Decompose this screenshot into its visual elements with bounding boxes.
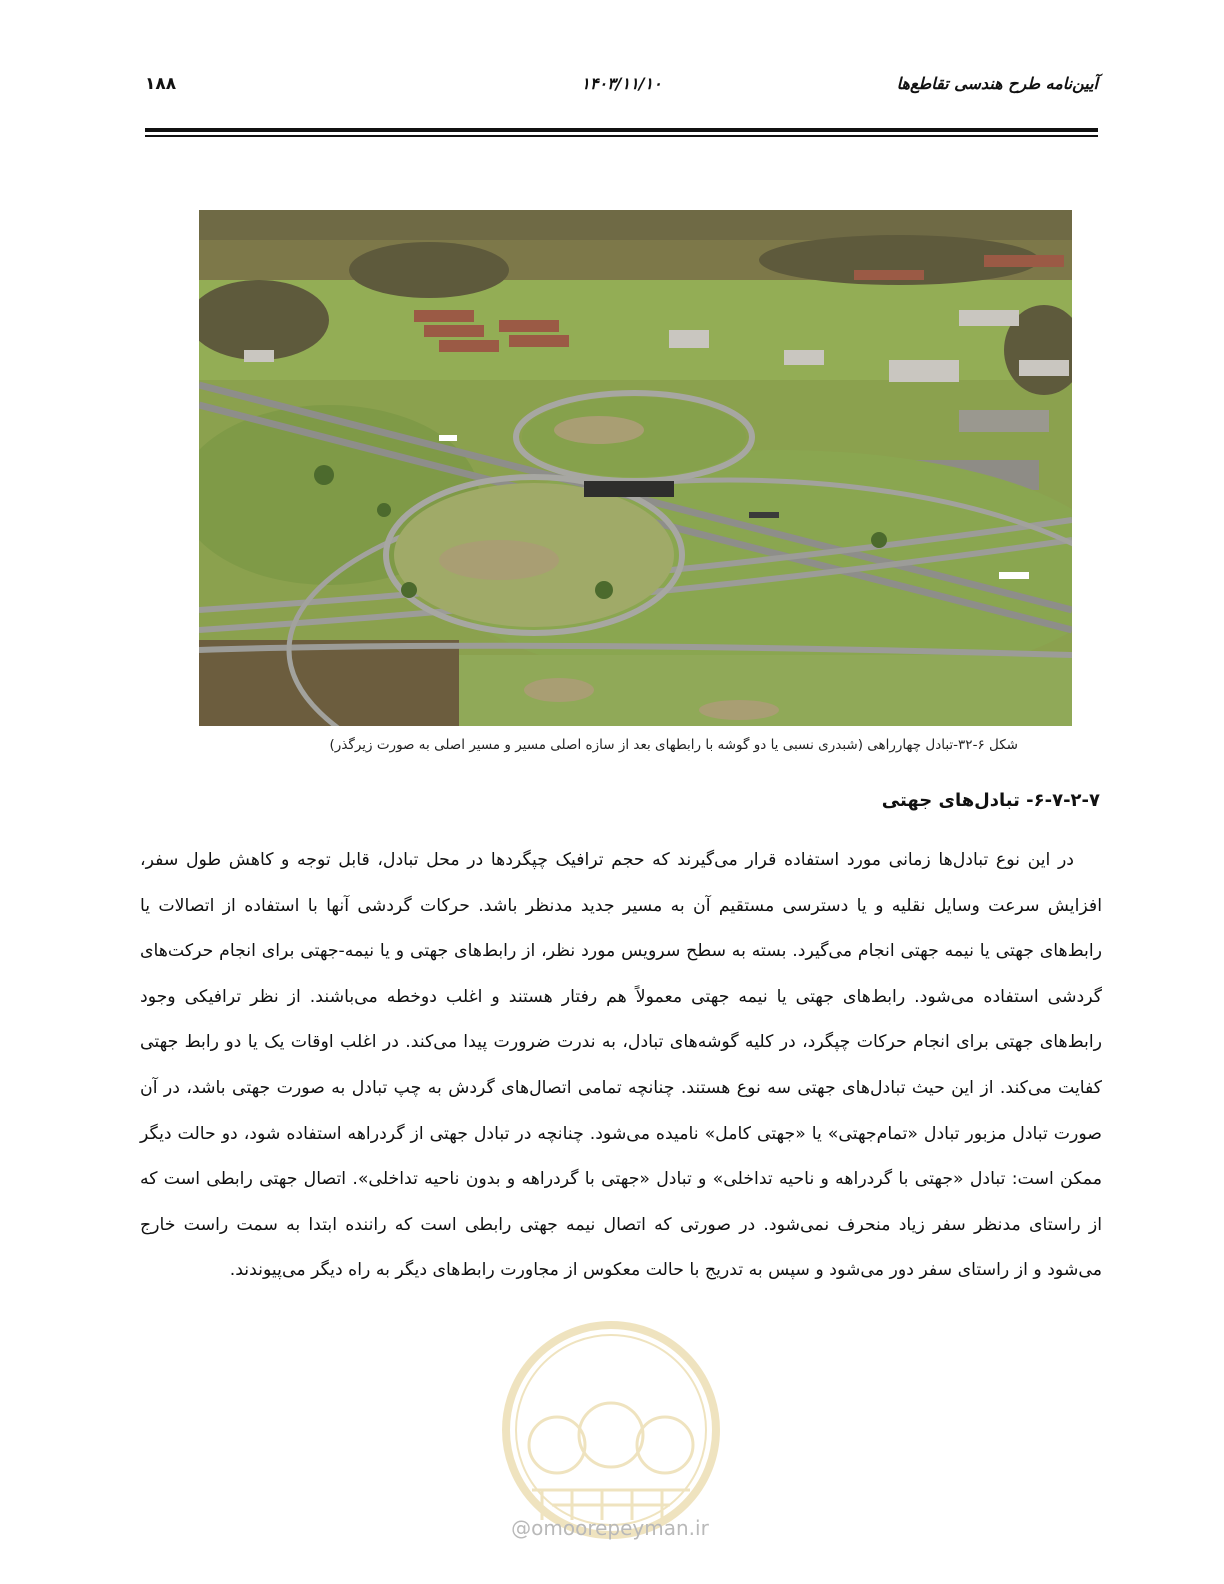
header-rule-thin (145, 135, 1098, 137)
watermark-url: @omoorepeyman.ir (511, 1516, 709, 1540)
header-date: ۱۴۰۳/۱۱/۱۰ (581, 74, 662, 93)
interchange-aerial-photo (199, 210, 1072, 726)
figure-caption: شکل ۶-۳۲-تبادل چهارراهی (شبدری نسبی یا دو گوشه با رابطهای بعد از سازه اصلی مسیر و مسیر اصلی به صورت زیرگذر) (329, 737, 1018, 753)
page-number: ۱۸۸ (145, 74, 177, 94)
section-title: ۶-۷-۲-۷- تبادل‌های جهتی (881, 790, 1100, 811)
page-header (145, 70, 1098, 106)
header-rule-thick (145, 128, 1098, 132)
body-paragraph: در این نوع تبادل‌ها زمانی مورد استفاده قرار می‌گیرند که حجم ترافیک چپگردها در محل تبادل، قابل توجه و کاهش طول سفر، افزایش سرعت وسایل نقلیه و یا دسترسی مستقیم آن به مسیر جدید مدنظر باشد. حرکات گردشی آنها با استفاده از اتصالات یا رابط‌های جهتی یا نیمه جهتی انجام می‌گیرد. بسته به سطح سرویس مورد نظر، از رابط‌های جهتی و یا نیمه-جهتی برای انجام حرکت‌های گردشی استفاده می‌شود. رابط‌های جهتی یا نیمه جهتی معمولاً هم رفتار هستند و اغلب دوخطه می‌باشند. از نظر ترافیکی وجود رابط‌های جهتی برای انجام حرکات چپگرد، در کلیه گوشه‌های تبادل، به ندرت ضرورت پیدا می‌کند. در اغلب اوقات یک یا دو رابط جهتی کفایت می‌کند. از این حیث تبادل‌های جهتی سه نوع هستند. چنانچه تمامی اتصال‌های گردش به چپ تبادل به صورت جهتی باشد، در آن صورت تبادل مزبور تبادل «تمام‌جهتی» یا «جهتی کامل» نامیده می‌شود. چنانچه در تبادل جهتی از گردراهه استفاده شود، دو حالت دیگر ممکن است: تبادل «جهتی با گردراهه و ناحیه تداخلی» و تبادل «جهتی با گردراهه و بدون ناحیه تداخلی». اتصال جهتی رابطی است که از راستای مدنظر سفر زیاد منحرف نمی‌شود. در صورتی که اتصال نیمه جهتی رابطی است که راننده ابتدا به سمت راست خارج می‌شود و از راستای سفر دور می‌شود و سپس به تدریج با حالت معکوس از مجاورت رابط‌های دیگر به راه دیگر می‌پیوندند. (140, 850, 1102, 1281)
header-title: آیین‌نامه طرح هندسی تقاطع‌ها (896, 74, 1098, 93)
